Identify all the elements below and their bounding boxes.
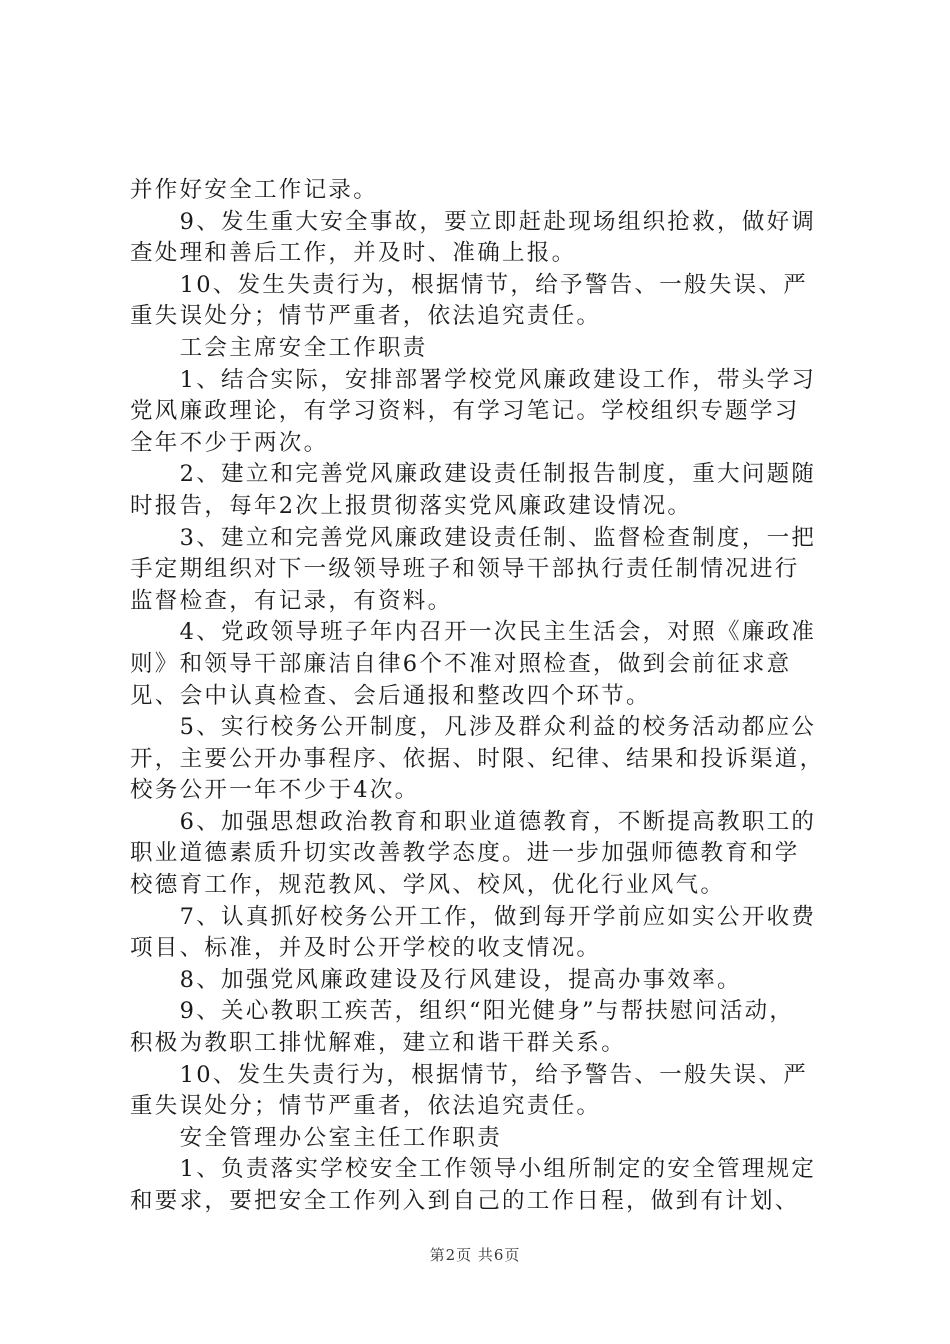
text-line: 则》和领导干部廉洁自律6个不准对照检查，做到会前征求意 [130, 650, 792, 677]
text-line: 10、发生失责行为，根据情节，给予警告、一般失误、严 [130, 1061, 809, 1088]
text-line: 9、发生重大安全事故，要立即赶赴现场组织抢救，做好调 [130, 208, 817, 235]
text-line: 和要求，要把安全工作列入到自己的工作日程，做到有计划、 [130, 1188, 800, 1214]
text-line: 8、加强党风廉政建设及行风建设，提高办事效率。 [130, 966, 742, 993]
document-body [130, 175, 830, 1218]
text-line: 监督检查，有记录，有资料。 [130, 587, 453, 614]
text-line: 职业道德素质升切实改善教学态度。进一步加强师德教育和学 [130, 840, 800, 867]
text-line: 6、加强思想政治教育和职业道德教育，不断提高教职工的 [130, 808, 817, 835]
text-line: 5、实行校务公开制度，凡涉及群众利益的校务活动都应公 [130, 714, 817, 741]
text-line: 9、关心教职工疾苦，组织“阳光健身”与帮扶慰问活动， [130, 998, 795, 1025]
text-line: 校德育工作，规范教风、学风、校风，优化行业风气。 [130, 872, 726, 899]
text-line: 1、负责落实学校安全工作领导小组所制定的安全管理规定 [130, 1156, 817, 1183]
text-line: 3、建立和完善党风廉政建设责任制、监督检查制度，一把 [130, 524, 817, 551]
text-line: 查处理和善后工作，并及时、准确上报。 [130, 240, 577, 267]
text-line: 开，主要公开办事程序、依据、时限、纪律、结果和投诉渠道， [130, 745, 825, 772]
text-line: 并作好安全工作记录。 [130, 177, 379, 203]
text-line: 10、发生失责行为，根据情节，给予警告、一般失误、严 [130, 271, 809, 298]
text-line: 校务公开一年不少于4次。 [130, 777, 420, 804]
section-heading: 工会主席安全工作职责 [130, 334, 428, 361]
text-line: 项目、标准，并及时公开学校的收支情况。 [130, 935, 602, 962]
text-line: 手定期组织对下一级领导班子和领导干部执行责任制情况进行 [130, 556, 800, 583]
text-line: 时报告，每年2次上报贯彻落实党风廉政建设情况。 [130, 492, 693, 519]
text-line: 党风廉政理论，有学习资料，有学习笔记。学校组织专题学习 [130, 398, 800, 425]
section-heading: 安全管理办公室主任工作职责 [130, 1124, 503, 1151]
text-line: 2、建立和完善党风廉政建设责任制报告制度，重大问题随 [130, 461, 817, 488]
text-line: 4、党政领导班子年内召开一次民主生活会，对照《廉政准 [130, 619, 817, 646]
text-line: 见、会中认真检查、会后通报和整改四个环节。 [130, 682, 651, 709]
text-line: 全年不少于两次。 [130, 429, 329, 456]
page-number-footer: 第2页 共6页 [429, 1246, 521, 1264]
text-line: 重失误处分；情节严重者，依法追究责任。 [130, 1093, 602, 1120]
text-line: 积极为教职工排忧解难，建立和谐干群关系。 [130, 1030, 627, 1057]
text-line: 1、结合实际，安排部署学校党风廉政建设工作，带头学习 [130, 366, 817, 393]
text-line: 7、认真抓好校务公开工作，做到每开学前应如实公开收费 [130, 903, 817, 930]
text-line: 重失误处分；情节严重者，依法追究责任。 [130, 303, 602, 330]
